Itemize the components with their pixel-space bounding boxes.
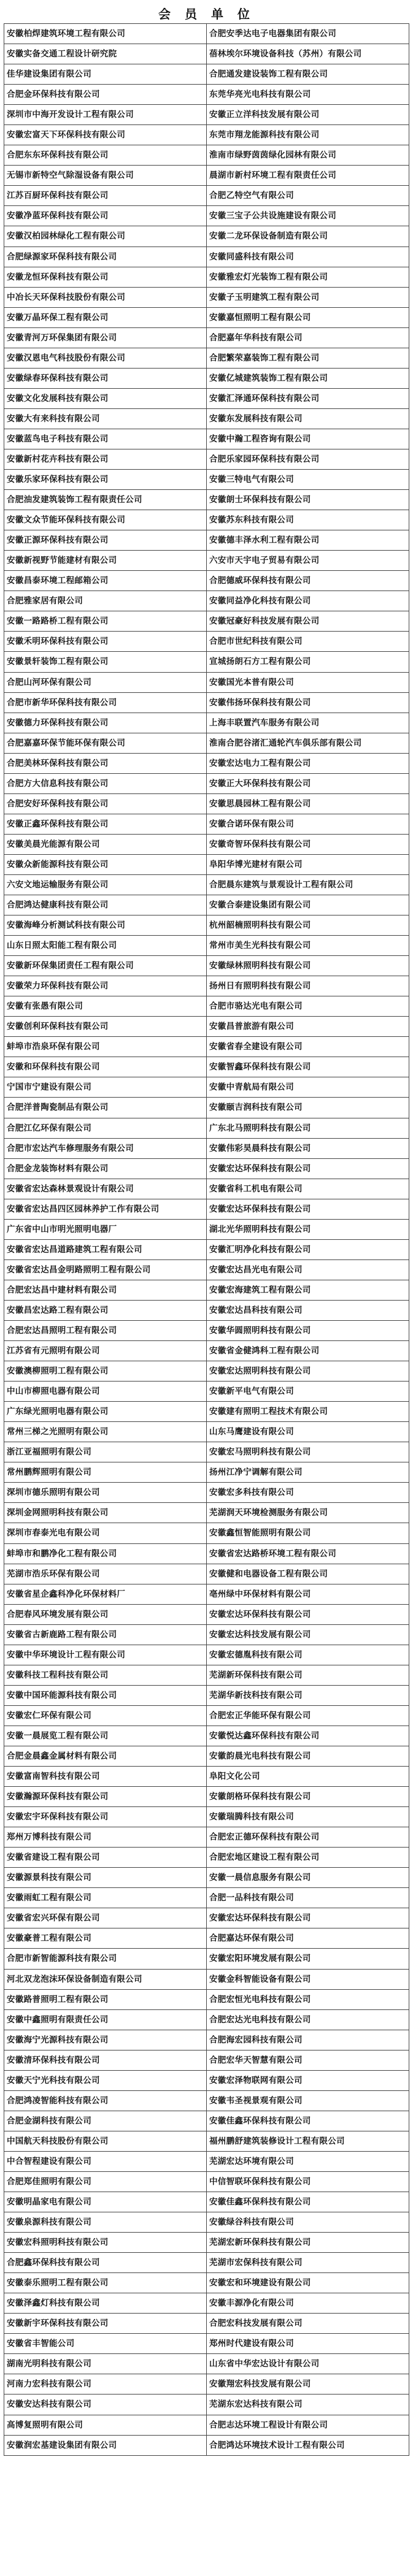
member-cell: 蓓林埃尔环境设备科技（苏州）有限公司 [207, 44, 409, 64]
member-cell: 安徽雅宏灯光装饰工程有限公司 [207, 267, 409, 288]
member-cell: 合肥金湖科技有限公司 [4, 2111, 207, 2131]
member-cell: 广东省中山市明光照明电器厂 [4, 1220, 207, 1240]
member-cell: 东莞华亮光电科技有限公司 [207, 85, 409, 105]
member-cell: 合肥一品科技有限公司 [207, 1888, 409, 1908]
member-cell: 安徽绿林照明科技有限公司 [207, 956, 409, 976]
member-cell: 安徽宏宇环保科技有限公司 [4, 1807, 207, 1827]
member-cell: 杭州韶楠照明科技有限公司 [207, 915, 409, 936]
member-cell: 合肥市新华环保科技有限公司 [4, 693, 207, 713]
member-cell: 合肥安好环保科技有限公司 [4, 794, 207, 814]
member-cell: 安徽宏富天下环保科技有限公司 [4, 125, 207, 145]
member-cell: 六安文地运输服务有限公司 [4, 875, 207, 895]
member-cell: 安徽汉柏园林绿化工程有限公司 [4, 226, 207, 247]
member-cell: 安徽正源环保科技有限公司 [4, 530, 207, 551]
member-cell: 安徽翔宏科技发展有限公司 [207, 2374, 409, 2394]
member-cell: 河北双龙泡沫环保设备制造有限公司 [4, 1970, 207, 1990]
member-cell: 安徽宏泽物联网有限公司 [207, 2071, 409, 2091]
member-cell: 合肥乙特空气有限公司 [207, 186, 409, 206]
member-cell: 安徽润宏基建设集团有限公司 [4, 2436, 207, 2456]
member-cell: 安徽一晨展览工程有限公司 [4, 1726, 207, 1746]
member-cell: 芜湖宏达环境有限公司 [207, 2152, 409, 2172]
member-cell: 合肥雅家居有限公司 [4, 591, 207, 611]
member-cell: 安徽省宏兴环保有限公司 [4, 1908, 207, 1928]
member-cell: 安徽省宏达昌道路建筑工程有限公司 [4, 1240, 207, 1260]
member-cell: 安徽伟彩昊晨科技有限公司 [207, 1139, 409, 1159]
member-cell: 安徽三特电气有限公司 [207, 470, 409, 490]
member-cell: 安徽宏达环保科技有限公司 [207, 1199, 409, 1220]
member-cell: 安徽龙恒环保科技有限公司 [4, 267, 207, 288]
member-cell: 合肥晨东建筑与景观设计工程有限公司 [207, 875, 409, 895]
member-cell: 安徽宏达昌光电有限公司 [207, 1260, 409, 1280]
member-cell: 安徽思晨园林工程有限公司 [207, 794, 409, 814]
member-cell: 安徽新宇环保科技有限公司 [4, 2314, 207, 2334]
member-cell: 合肥嘉年华科技有限公司 [207, 328, 409, 348]
member-cell: 安徽智鑫环保科技有限公司 [207, 1057, 409, 1077]
member-cell: 安徽泽鑫灯科技有限公司 [4, 2293, 207, 2314]
member-cell: 安徽正立洋科技发展有限公司 [207, 105, 409, 125]
member-cell: 安徽一晨信息服务有限公司 [207, 1868, 409, 1888]
member-cell: 中冶长天环保科技股份有限公司 [4, 288, 207, 308]
member-cell: 阜阳文化公司 [207, 1767, 409, 1787]
member-cell: 合肥通发建设装饰工程有限公司 [207, 64, 409, 85]
member-cell: 安徽中瀚工程咨询有限公司 [207, 429, 409, 449]
member-cell: 安徽柏焊建筑环境工程有限公司 [4, 24, 207, 44]
member-cell: 安徽创利环保科技有限公司 [4, 1017, 207, 1037]
member-cell: 安徽省星企鑫科净化环保材料厂 [4, 1584, 207, 1605]
member-cell: 安徽净蓝环保科技有限公司 [4, 206, 207, 226]
member-cell: 合肥鸿达环境技术设计工程有限公司 [207, 2436, 409, 2456]
member-cell: 安徽省金健鸿科工程有限公司 [207, 1341, 409, 1361]
member-cell: 安徽汉恩电气科技股份有限公司 [4, 348, 207, 369]
member-cell: 安徽省宏达昌金明路照明工程有限公司 [4, 1260, 207, 1280]
member-cell: 安徽大有来科技有限公司 [4, 409, 207, 429]
member-cell: 安徽宏和环境建设有限公司 [207, 2273, 409, 2293]
member-cell: 合肥宏达光电科技有限公司 [207, 2010, 409, 2030]
member-cell: 安徽宏达环保科技有限公司 [207, 1605, 409, 1625]
member-cell: 安徽中国环能源科技有限公司 [4, 1686, 207, 1706]
member-cell: 安徽悦达鑫环保科技有限公司 [207, 1726, 409, 1746]
member-cell: 安徽新村花卉科技有限公司 [4, 449, 207, 470]
member-cell: 安徽清环保科技有限公司 [4, 2050, 207, 2071]
member-cell: 合肥乐家园环保科技有限公司 [207, 449, 409, 470]
member-cell: 安徽宏科照明科技有限公司 [4, 2233, 207, 2253]
member-cell: 安徽宏阳环境发展有限公司 [207, 1949, 409, 1969]
member-cell: 安徽宏海建筑工程有限公司 [207, 1280, 409, 1301]
member-cell: 安徽伟扬环保科技有限公司 [207, 693, 409, 713]
member-cell: 安徽路普照明工程有限公司 [4, 1990, 207, 2010]
member-cell: 合肥市新智能源科技有限公司 [4, 1949, 207, 1969]
member-cell: 安徽宏仁环保有限公司 [4, 1706, 207, 1726]
member-cell: 安徽宏德胤科技有限公司 [207, 1645, 409, 1665]
member-cell: 安徽亿城建筑装饰工程有限公司 [207, 369, 409, 389]
member-cell: 合肥宏正华能环保有限公司 [207, 1706, 409, 1726]
member-cell: 安徽建有照明工程技术有限公司 [207, 1402, 409, 1422]
member-cell: 合肥金龙装饰材料有限公司 [4, 1159, 207, 1179]
member-cell: 郑州万博科技有限公司 [4, 1827, 207, 1848]
member-cell: 安徽健和电器设备工程有限公司 [207, 1564, 409, 1584]
member-cell: 合肥宏达昌照明工程有限公司 [4, 1321, 207, 1341]
member-cell: 安徽中青航局有限公司 [207, 1077, 409, 1098]
member-cell: 佳华建设集团有限公司 [4, 64, 207, 85]
member-cell: 合肥春风环境发展有限公司 [4, 1605, 207, 1625]
member-cell: 安徽宏达环保科技有限公司 [207, 1159, 409, 1179]
member-cell: 合肥方大信息科技有限公司 [4, 774, 207, 794]
member-cell: 安徽绿谷科技有限公司 [207, 2212, 409, 2233]
member-cell: 安徽省科工机电有限公司 [207, 1179, 409, 1199]
member-cell: 安徽颐吉润科技有限公司 [207, 1098, 409, 1118]
member-cell: 阜阳华博光建材有限公司 [207, 855, 409, 875]
member-cell: 浙江亚福照明有限公司 [4, 1442, 207, 1462]
member-cell: 安徽泉源科技有限公司 [4, 2212, 207, 2233]
member-cell: 江苏百厨环保科技有限公司 [4, 186, 207, 206]
member-cell: 淮南市绿野茵茵绿化园林有限公司 [207, 145, 409, 166]
member-cell: 合肥金晨鑫金属材料有限公司 [4, 1746, 207, 1767]
member-cell: 无锡市新特空气除湿设备有限公司 [4, 166, 207, 186]
member-cell: 安徽文众节能环保科技有限公司 [4, 510, 207, 530]
member-cell: 芜湖东宏达科技有限公司 [207, 2394, 409, 2415]
member-cell: 安徽国光本普有限公司 [207, 673, 409, 693]
member-cell: 湖北光华照明科技有限公司 [207, 1220, 409, 1240]
member-cell: 安徽合诺环保有限公司 [207, 814, 409, 835]
member-cell: 合肥江亿环保有限公司 [4, 1118, 207, 1139]
member-table [4, 23, 409, 2456]
member-cell: 合肥洋普陶瓷制品有限公司 [4, 1098, 207, 1118]
member-cell: 中山市柳照电器有限公司 [4, 1382, 207, 1402]
member-cell: 安徽昌普旅游有限公司 [207, 1017, 409, 1037]
member-cell: 安徽汇泽通环保科技有限公司 [207, 389, 409, 409]
member-cell: 淮南合肥谷渚汇通轮汽车俱乐部有限公司 [207, 733, 409, 754]
member-cell: 安徽省宏达昌四区园林养护工作有限公司 [4, 1199, 207, 1220]
member-cell: 安徽天宁光科技有限公司 [4, 2071, 207, 2091]
member-cell: 安徽文化发展科技有限公司 [4, 389, 207, 409]
member-cell: 安徽丰源净化有限公司 [207, 2293, 409, 2314]
member-cell: 安徽宏达科技发展有限公司 [207, 1625, 409, 1645]
member-cell: 合肥宏达昌中建材料有限公司 [4, 1280, 207, 1301]
member-cell: 安徽众新能源科技有限公司 [4, 855, 207, 875]
member-cell: 合肥海宏园科技有限公司 [207, 2030, 409, 2050]
member-cell: 安徽朗士环保科技有限公司 [207, 490, 409, 510]
member-cell: 安徽正大环保科技有限公司 [207, 774, 409, 794]
member-cell: 合肥宏地区建设工程有限公司 [207, 1848, 409, 1868]
member-cell: 安徽澳柳照明工程有限公司 [4, 1361, 207, 1382]
member-cell: 安徽宏达照明科技有限公司 [207, 1361, 409, 1382]
member-cell: 合肥宏科技发展有限公司 [207, 2314, 409, 2334]
member-cell: 常州鹏辉照明有限公司 [4, 1462, 207, 1483]
member-cell: 安徽省宏达路桥环境工程有限公司 [207, 1544, 409, 1564]
member-cell: 合肥东东环保科技有限公司 [4, 145, 207, 166]
member-cell: 安徽中鑫照明有限责任公司 [4, 2010, 207, 2030]
member-cell: 深圳金网照明科技有限公司 [4, 1503, 207, 1523]
member-cell: 安徽合泰建设集团有限公司 [207, 895, 409, 915]
page-title: 会 员 单 位 [158, 7, 255, 21]
member-cell: 安徽金科智能设备有限公司 [207, 1970, 409, 1990]
member-cell: 深圳市春泰光电有限公司 [4, 1523, 207, 1543]
member-cell: 安徽韵晨光电科技有限公司 [207, 1746, 409, 1767]
member-cell: 安徽瀚源环保科技有限公司 [4, 1787, 207, 1807]
member-cell: 安徽宏多科技有限公司 [207, 1483, 409, 1503]
member-cell: 安徽实备交通工程设计研究院 [4, 44, 207, 64]
member-cell: 合肥鸿达健康科技有限公司 [4, 895, 207, 915]
member-cell: 合肥油发建筑装饰工程有限责任公司 [4, 490, 207, 510]
member-cell: 宁国市宁建设有限公司 [4, 1077, 207, 1098]
member-cell: 安徽豪普工程有限公司 [4, 1928, 207, 1949]
member-cell: 合肥嘉达环保有限公司 [207, 1928, 409, 1949]
member-cell: 安徽省丰智能公司 [4, 2334, 207, 2354]
member-cell: 安徽二龙环保设备制造有限公司 [207, 226, 409, 247]
member-cell: 山东省中华宏达设计有限公司 [207, 2354, 409, 2374]
member-cell: 安徽新平电气有限公司 [207, 1382, 409, 1402]
member-cell: 芜湖市浩乐环保有限公司 [4, 1564, 207, 1584]
member-cell: 安徽朗格环保科技有限公司 [207, 1787, 409, 1807]
member-cell: 安徽宏达昌科技有限公司 [207, 1301, 409, 1321]
member-cell: 安徽昌宏达路工程有限公司 [4, 1301, 207, 1321]
member-cell: 合肥志达环境工程设计有限公司 [207, 2415, 409, 2436]
member-cell: 扬州江净宁调解有限公司 [207, 1462, 409, 1483]
member-cell: 安徽德丰泽水利工程有限公司 [207, 530, 409, 551]
member-cell: 安徽新视野节能建材有限公司 [4, 551, 207, 571]
member-cell: 安徽冠豪好科技发展有限公司 [207, 611, 409, 632]
member-cell: 郑州时代建设有限公司 [207, 2334, 409, 2354]
member-cell: 安徽万晶环保工程有限公司 [4, 308, 207, 328]
member-cell: 安徽海宁光源科技有限公司 [4, 2030, 207, 2050]
member-cell: 安徽泰乐照明工程有限公司 [4, 2273, 207, 2293]
member-cell: 江苏省有元照明有限公司 [4, 1341, 207, 1361]
member-cell: 安徽海峰分析测试科技有限公司 [4, 915, 207, 936]
member-cell: 安徽明晶家电有限公司 [4, 2192, 207, 2212]
member-cell: 安徽昌泰环境工程邮箱公司 [4, 571, 207, 591]
member-cell: 扬州日有照明科技有限公司 [207, 976, 409, 996]
member-cell: 宣城扬朗石方工程有限公司 [207, 652, 409, 672]
member-cell: 蚌埠市和鹏净化工程有限公司 [4, 1544, 207, 1564]
member-cell: 安徽荣力环保科技有限公司 [4, 976, 207, 996]
member-cell: 安徽美晨光能源有限公司 [4, 835, 207, 855]
member-cell: 芜湖润天环境检测服务有限公司 [207, 1503, 409, 1523]
member-cell: 安徽德力环保科技有限公司 [4, 713, 207, 733]
member-cell: 河南力宏科技有限公司 [4, 2374, 207, 2394]
member-cell: 安徽雨虹工程有限公司 [4, 1888, 207, 1908]
member-cell: 合肥山河环保有限公司 [4, 673, 207, 693]
member-cell: 合肥宏正德环保科技有限公司 [207, 1827, 409, 1848]
member-cell: 安徽一路路桥工程有限公司 [4, 611, 207, 632]
member-cell: 深圳市中海开发设计工程有限公司 [4, 105, 207, 125]
member-cell: 合肥市骆达光电有限公司 [207, 996, 409, 1017]
member-cell: 上海丰联置汽车服务有限公司 [207, 713, 409, 733]
member-cell: 安徽鑫恒智能照明有限公司 [207, 1523, 409, 1543]
member-cell: 合肥郑佳照明有限公司 [4, 2172, 207, 2192]
member-cell: 安徽东发展科技有限公司 [207, 409, 409, 429]
member-cell: 安徽同益净化科技有限公司 [207, 591, 409, 611]
member-cell: 安徽禾明环保科技有限公司 [4, 632, 207, 652]
member-cell: 湖南光明科技有限公司 [4, 2354, 207, 2374]
member-cell: 安徽省古新鹿路工程有限公司 [4, 1625, 207, 1645]
member-cell: 安徽乐家环保科技有限公司 [4, 470, 207, 490]
member-cell: 安徽嘉恒照明工程有限公司 [207, 308, 409, 328]
member-cell: 福州鹏舒建筑装修设计工程有限公司 [207, 2131, 409, 2152]
member-cell: 合肥嘉嘉环保节能环保有限公司 [4, 733, 207, 754]
member-cell: 安徽正鑫环保科技有限公司 [4, 814, 207, 835]
member-cell: 山东马鹰建设有限公司 [207, 1422, 409, 1442]
member-cell: 中国航天科技股份有限公司 [4, 2131, 207, 2152]
member-cell: 安徽佳鑫环保科技有限公司 [207, 2192, 409, 2212]
member-cell: 安徽子玉明建筑工程有限公司 [207, 288, 409, 308]
member-cell: 山东日照太阳能工程有限公司 [4, 936, 207, 956]
member-cell: 安徽有张愚有限公司 [4, 996, 207, 1017]
member-cell: 安徽和环保科技有限公司 [4, 1057, 207, 1077]
member-cell: 安徽宏达电力工程有限公司 [207, 754, 409, 774]
member-cell: 安徽宏达环保科技有限公司 [207, 1908, 409, 1928]
member-cell: 安徽华圆照明科技有限公司 [207, 1321, 409, 1341]
member-cell: 广东绿光照明电器有限公司 [4, 1402, 207, 1422]
member-cell: 高博复照明有限公司 [4, 2415, 207, 2436]
member-cell: 合肥宏华天智慧有限公司 [207, 2050, 409, 2071]
member-cell: 合肥市宏达汽车修理服务有限公司 [4, 1139, 207, 1159]
member-cell: 安徽省春全建设有限公司 [207, 1037, 409, 1057]
member-cell: 安徽宏马照明科技有限公司 [207, 1442, 409, 1462]
member-cell: 安徽省建设工程有限公司 [4, 1848, 207, 1868]
member-cell: 安徽中华环境设计工程有限公司 [4, 1645, 207, 1665]
member-cell: 安徽省宏达森林景观设计有限公司 [4, 1179, 207, 1199]
member-cell: 安徽绿春环保科技有限公司 [4, 369, 207, 389]
member-cell: 合肥安季达电子电器集团有限公司 [207, 24, 409, 44]
member-cell: 安徽蓝鸟电子科技有限公司 [4, 429, 207, 449]
member-cell: 合肥金环保科技有限公司 [4, 85, 207, 105]
member-cell: 安徽青河万环保集团有限公司 [4, 328, 207, 348]
member-cell: 中合智程建设有限公司 [4, 2152, 207, 2172]
member-cell: 芜湖新环保科技有限公司 [207, 1665, 409, 1686]
member-cell: 安徽三宝子公共设施建设有限公司 [207, 206, 409, 226]
member-cell: 合肥鑫环保科技有限公司 [4, 2253, 207, 2273]
member-cell: 常州三梯之光照明有限公司 [4, 1422, 207, 1442]
member-cell: 合肥鸿凌智能科技有限公司 [4, 2091, 207, 2111]
member-cell: 合肥繁荣嘉装饰工程有限公司 [207, 348, 409, 369]
member-cell: 中信智联环保科技有限公司 [207, 2172, 409, 2192]
member-cell: 广东北马照明科技有限公司 [207, 1118, 409, 1139]
member-cell: 芜湖市宏保科技有限公司 [207, 2253, 409, 2273]
member-cell: 合肥市世纪科技有限公司 [207, 632, 409, 652]
member-cell: 合肥宏恒光电科技有限公司 [207, 1990, 409, 2010]
member-cell: 深圳市德乐照明有限公司 [4, 1483, 207, 1503]
member-cell: 安徽科技工程科技有限公司 [4, 1665, 207, 1686]
member-cell: 六安市天宇电子贸易有限公司 [207, 551, 409, 571]
member-cell: 合肥绿源家环保科技有限公司 [4, 247, 207, 267]
member-cell: 常州市美生光科技有限公司 [207, 936, 409, 956]
member-cell: 安徽安达科技有限公司 [4, 2394, 207, 2415]
member-cell: 晨湖市新村环境工程有限责任公司 [207, 166, 409, 186]
member-cell: 安徽瑞腾科技有限公司 [207, 1807, 409, 1827]
member-cell: 合肥德威环保科技有限公司 [207, 571, 409, 591]
member-cell: 安徽佳鑫环保科技有限公司 [207, 2111, 409, 2131]
member-cell: 安徽苏东科技有限公司 [207, 510, 409, 530]
member-cell: 安徽新环保集团责任工程有限公司 [4, 956, 207, 976]
member-cell: 蚌埠市浩泉环保有限公司 [4, 1037, 207, 1057]
member-cell: 芜湖宏新环保科技有限公司 [207, 2233, 409, 2253]
member-cell: 安徽同盛科技有限公司 [207, 247, 409, 267]
member-cell: 安徽奇智环保科技有限公司 [207, 835, 409, 855]
member-cell: 东莞市翔龙能源科技有限公司 [207, 125, 409, 145]
member-cell: 安徽富南智科技有限公司 [4, 1767, 207, 1787]
member-cell: 合肥美林环保科技有限公司 [4, 754, 207, 774]
member-cell: 安徽汇明净化科技有限公司 [207, 1240, 409, 1260]
member-cell: 安徽韦圣视景观有限公司 [207, 2091, 409, 2111]
member-cell: 亳州绿中环保材料有限公司 [207, 1584, 409, 1605]
member-cell: 芜湖华新技科技有限公司 [207, 1686, 409, 1706]
member-cell: 安徽源景科技有限公司 [4, 1868, 207, 1888]
member-cell: 安徽景轩装饰工程有限公司 [4, 652, 207, 672]
